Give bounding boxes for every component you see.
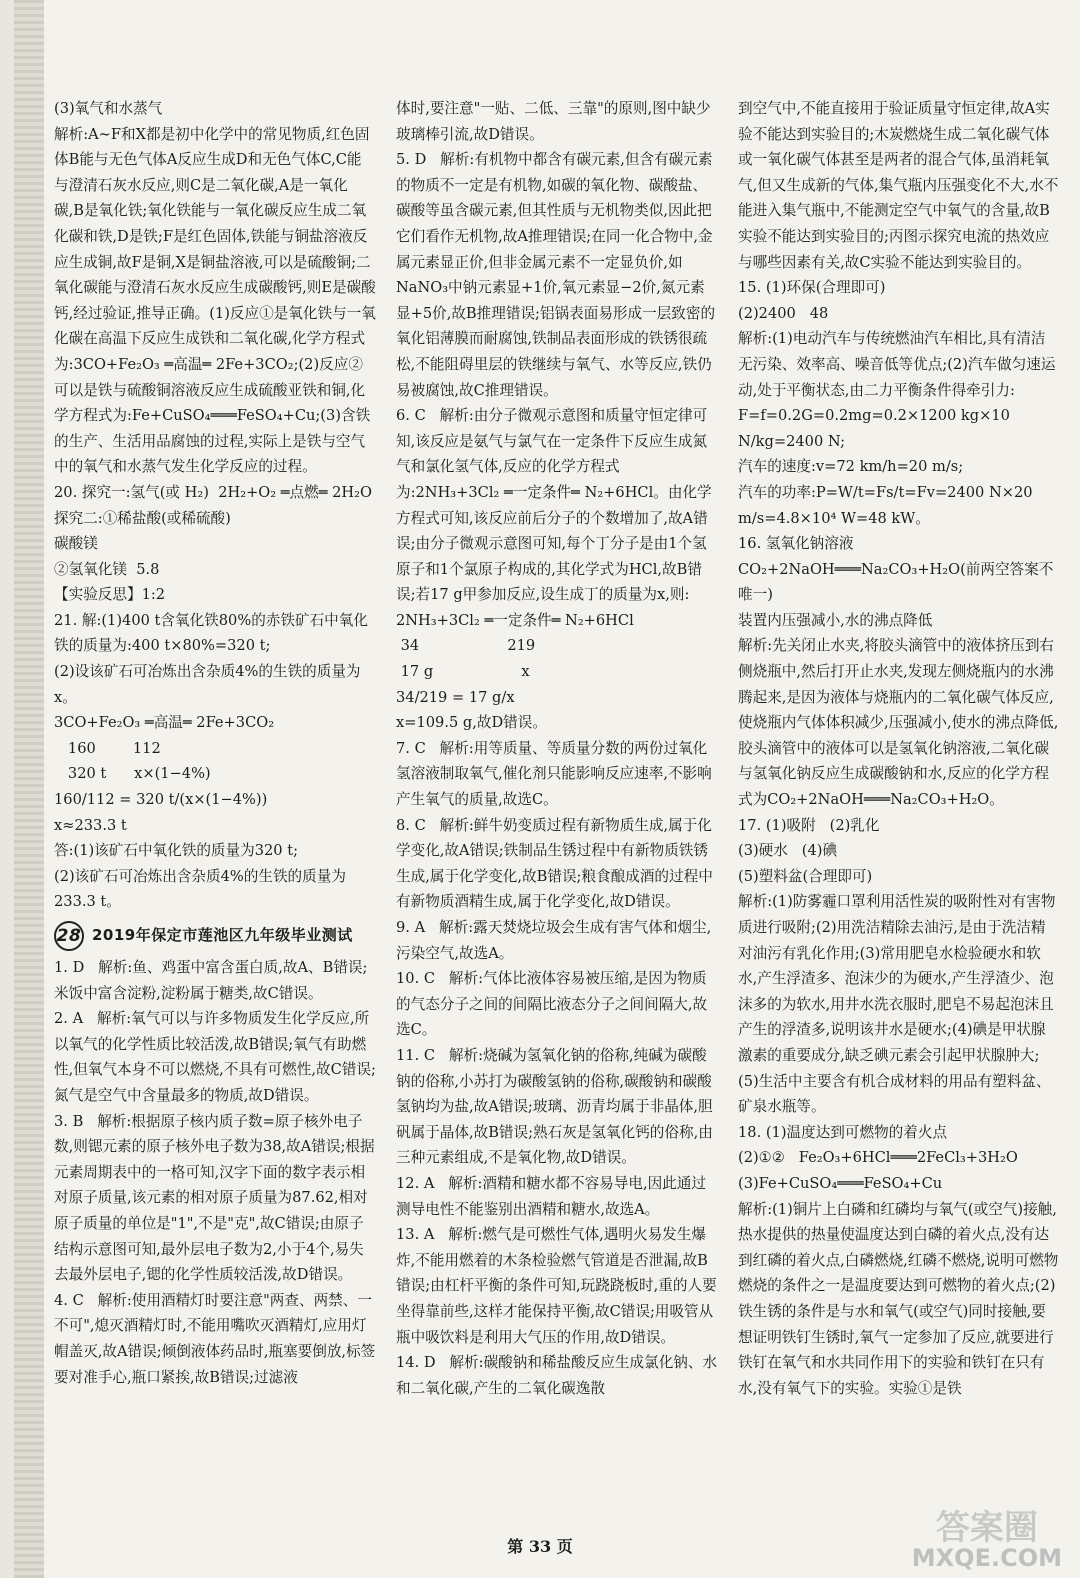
answer-block: 5. D 解析:有机物中都含有碳元素,但含有碳元素的物质不一定是有机物,如碳的氧化物、碳酸盐、碳酸等虽含碳元素,但其性质与无机物类似,因此把它们看作无机物,故A推理错误;在同一化合物中,金属元素显正价,但非金属元素不一定显负价,如NaNO₃中钠元素显+1价,氧元素显−2价,氮元素显+5价,故B推理错误;铝锅表面易形成一层致密的氧化铝薄膜而耐腐蚀,铁制品表面形成的铁锈很疏松,不能阻碍里层的铁继续与氧气、水等反应,铁仍易被腐蚀,故C推理错误。 — [396, 151, 716, 399]
answer-block: 8. C 解析:鲜牛奶变质过程有新物质生成,属于化学变化,故A错误;铁制品生锈过程中有新物质铁锈生成,属于化学变化,故B错误;粮食酿成酒的过程中有新物质酒精生成,属于化学变化,故D错误。 — [396, 816, 713, 911]
column-2 — [396, 96, 718, 1536]
section-title: 2019年保定市莲池区九年级毕业测试 — [92, 926, 353, 945]
answer-block: 16. 氢氧化钠溶液 CO₂+2NaOH═══Na₂CO₃+H₂O(前两空答案不唯一) 装置内压强减小,水的沸点降低 解析:先关闭止水夹,将胶头滴管中的液体挤压到右侧烧瓶中,然后打开止水夹,发现左侧烧瓶内的水沸腾起来,是因为液体与烧瓶内的二氧化碳气体反应,使烧瓶内气体体积减少,压强减小,使水的沸点降低,胶头滴管中的液体可以是氢氧化钠溶液,二氧化碳与氢氧化钠反应生成碳酸钠和水,反应的化学方程式为CO₂+2NaOH═══Na₂CO₃+H₂O。 — [738, 535, 1059, 809]
answer-block: 10. C 解析:气体比液体容易被压缩,是因为物质的气态分子之间的间隔比液态分子之间间隔大,故选C。 — [396, 970, 708, 1039]
answer-block: 6. C 解析:由分子微观示意图和质量守恒定律可知,该反应是氨气与氯气在一定条件下反应生成氮气和氯化氢气体,反应的化学方程式为:2NH₃+3Cl₂ ═一定条件═ N₂+6HCl。由化学方程式可知,该反应前后分子的个数增加了,故A错误;由分子微观示意图可知,每个丁分子是由1个氢原子和1个氯原子构成的,其化学式为HCl,故B错误;若17 g甲参加反应,设生成丁的质量为x,则: 2NH₃+3Cl₂ ═一定条件═ N₂+6HCl 34 219 17 g x 34/219 = 17 g/x x=109.5 g,故D错误。 — [396, 407, 712, 732]
answer-block: 18. (1)温度达到可燃物的着火点 (2)①② Fe₂O₃+6HCl═══2FeCl₃+3H₂O (3)Fe+CuSO₄═══FeSO₄+Cu 解析:(1)铜片上白磷和红磷均与氧气(或空气)接触,热水提供的热量使温度达到白磷的着火点,没有达到红磷的着火点,白磷燃烧,红磷不燃烧,说明可燃物燃烧的条件之一是温度要达到可燃物的着火点;(2)铁生锈的条件是与水和氧气(或空气)同时接触,要想证明铁钉生锈时,氧气一定参加了反应,就要进行铁钉在氧气和水共同作用下的实验和铁钉在只有水,没有氧气下的实验。实验①是铁 — [738, 1123, 1059, 1397]
watermark-url: MXQE.COM — [911, 1544, 1062, 1572]
column-1 — [54, 96, 376, 1536]
answer-block: 20. 探究一:氢气(或 H₂) 2H₂+O₂ ═点燃═ 2H₂O 探究二:①稀盐酸(或稀硫酸) 碳酸镁 ②氢氧化镁 5.8 【实验反思】1:2 — [54, 483, 372, 604]
column-3 — [738, 96, 1060, 1536]
answer-block: 体时,要注意"一贴、二低、三靠"的原则,图中缺少玻璃棒引流,故D错误。 — [396, 100, 711, 143]
answer-block: 2. A 解析:氧气可以与许多物质发生化学反应,所以氧气的化学性质比较活泼,故B错误;氧气有助燃性,但氧气本身不可以燃烧,不具有可燃性,故C错误;氮气是空气中含量最多的物质,故D错误。 — [54, 1010, 376, 1104]
answer-block: 9. A 解析:露天焚烧垃圾会生成有害气体和烟尘,污染空气,故选A。 — [396, 919, 712, 962]
answer-block: 7. C 解析:用等质量、等质量分数的两份过氧化氢溶液制取氧气,催化剂只能影响反应速率,不影响产生氧气的质量,故选C。 — [396, 739, 712, 809]
section-number: 28 — [54, 921, 84, 951]
answer-block: 4. C 解析:使用酒精灯时要注意"两查、两禁、一不可",熄灭酒精灯时,不能用嘴吹灭酒精灯,应用灯帽盖灭,故A错误;倾倒液体药品时,瓶塞要倒放,标签要对准手心,瓶口紧挨,故B错误;过滤液 — [54, 1291, 376, 1386]
answer-block: 14. D 解析:碳酸钠和稀盐酸反应生成氯化钠、水和二氧化碳,产生的二氧化碳逸散 — [396, 1354, 718, 1397]
answer-block: 12. A 解析:酒精和糖水都不容易导电,因此通过测导电性不能鉴别出酒精和糖水,故选A。 — [396, 1174, 706, 1218]
answer-block: 17. (1)吸附 (2)乳化 (3)硬水 (4)碘 (5)塑料盆(合理即可) 解析:(1)防雾霾口罩利用活性炭的吸附性对有害物质进行吸附;(2)用洗洁精除去油污,是由于洗洁精对油污有乳化作用;(3)常用肥皂水检验硬水和软水,产生浮渣多、泡沫少的为硬水,产生浮渣少、泡沫多的为软水,用井水洗衣服时,肥皂不易起泡沫且产生的浮渣多,说明该井水是硬水;(4)碘是甲状腺激素的重要成分,缺乏碘元素会引起甲状腺肿大;(5)生活中主要含有机合成材料的用品有塑料盆、矿泉水瓶等。 — [738, 816, 1056, 1116]
watermark-logo: 答案圈 — [935, 1508, 1038, 1548]
answer-block: 15. (1)环保(合理即可) (2)2400 48 解析:(1)电动汽车与传统燃油汽车相比,具有清洁无污染、效率高、噪音低等优点;(2)汽车做匀速运动,处于平衡状态,由二力平衡条件得牵引力: F=f=0.2G=0.2mg=0.2×1200 kg×10 N/kg=2400 N; 汽车的速度:v=72 km/h=20 m/s; 汽车的功率:P=W/t=Fs/t=Fv=2400 N×20 m/s=4.8×10⁴ W=48 kW。 — [738, 279, 1056, 527]
answer-block: 11. C 解析:烧碱为氢氧化钠的俗称,纯碱为碳酸钠的俗称,小苏打为碳酸氢钠的俗称,碳酸钠和碳酸氢钠均为盐,故A错误;玻璃、沥青均属于非晶体,胆矾属于晶体,故B错误;熟石灰是氢氧化钙的俗称,由三种元素组成,不是氧化物,故D错误。 — [396, 1046, 713, 1167]
page — [14, 0, 1080, 1578]
watermark — [912, 1510, 1062, 1570]
page-number: 第 33 页 — [507, 1537, 573, 1556]
answer-block: (3)氧气和水蒸气 解析:A~F和X都是初中化学中的常见物质,红色固体B能与无色气体A反应生成D和无色气体C,C能与澄清石灰水反应,则C是二氧化碳,A是一氧化碳,B是氧化铁;氧化铁能与一氧化碳反应生成二氧化碳和铁,D是铁;F是红色固体,铁能与铜盐溶液反应生成铜,故F是铜,X是铜盐溶液,可以是硫酸铜;二氧化碳能与澄清石灰水反应生成碳酸钙,则E是碳酸钙,经过验证,推导正确。(1)反应①是氧化铁与一氧化碳在高温下反应生成铁和二氧化碳,化学方程式为:3CO+Fe₂O₃ ═高温═ 2Fe+3CO₂;(2)反应②可以是铁与硫酸铜溶液反应生成硫酸亚铁和铜,化学方程式为:Fe+CuSO₄═══FeSO₄+Cu;(3)含铁的生产、生活用品腐蚀的过程,实际上是铁与空气中的氧气和水蒸气发生化学反应的过程。 — [54, 100, 376, 476]
answer-block: 21. 解:(1)400 t含氧化铁80%的赤铁矿石中氧化铁的质量为:400 t×80%=320 t; (2)设该矿石可冶炼出含杂质4%的生铁的质量为x。 3CO+Fe₂O₃ ═高温═ 2Fe+3CO₂ 160 112 320 t x×(1−4%) 160/112 = 320 t/(x×(1−4%)) x≈233.3 t 答:(1)该矿石中氧化铁的质量为320 t; (2)该矿石可冶炼出含杂质4%的生铁的质量为233.3 t。 — [54, 611, 368, 911]
binding-edge — [14, 0, 44, 1578]
answer-block: 到空气中,不能直接用于验证质量守恒定律,故A实验不能达到实验目的;木炭燃烧生成二氧化碳气体或一氧化碳气体甚至是两者的混合气体,虽消耗氧气,但又生成新的气体,集气瓶内压强变化不大,水不能进入集气瓶中,不能测定空气中氧气的含量,故B实验不能达到实验目的;丙图示探究电流的热效应与哪些因素有关,故C实验不能达到实验目的。 — [738, 100, 1059, 271]
answer-block: 13. A 解析:燃气是可燃性气体,遇明火易发生爆炸,不能用燃着的木条检验燃气管道是否泄漏,故B错误;由杠杆平衡的条件可知,玩跷跷板时,重的人要坐得靠前些,这样才能保持平衡,故C错误;用吸管从瓶中吸饮料是利用大气压的作用,故D错误。 — [396, 1226, 717, 1346]
section-heading — [54, 921, 376, 951]
answer-block: 1. D 解析:鱼、鸡蛋中富含蛋白质,故A、B错误;米饭中富含淀粉,淀粉属于糖类,故C错误。 — [54, 959, 368, 1002]
answer-block: 3. B 解析:根据原子核内质子数=原子核外电子数,则锶元素的原子核外电子数为38,故A错误;根据元素周期表中的一格可知,汉字下面的数字表示相对原子质量,该元素的相对原子质量为87.62,相对原子质量的单位是"1",不是"克",故C错误;由原子结构示意图可知,最外层电子数为2,小于4个,易失去最外层电子,锶的化学性质较活泼,故D错误。 — [54, 1112, 375, 1284]
